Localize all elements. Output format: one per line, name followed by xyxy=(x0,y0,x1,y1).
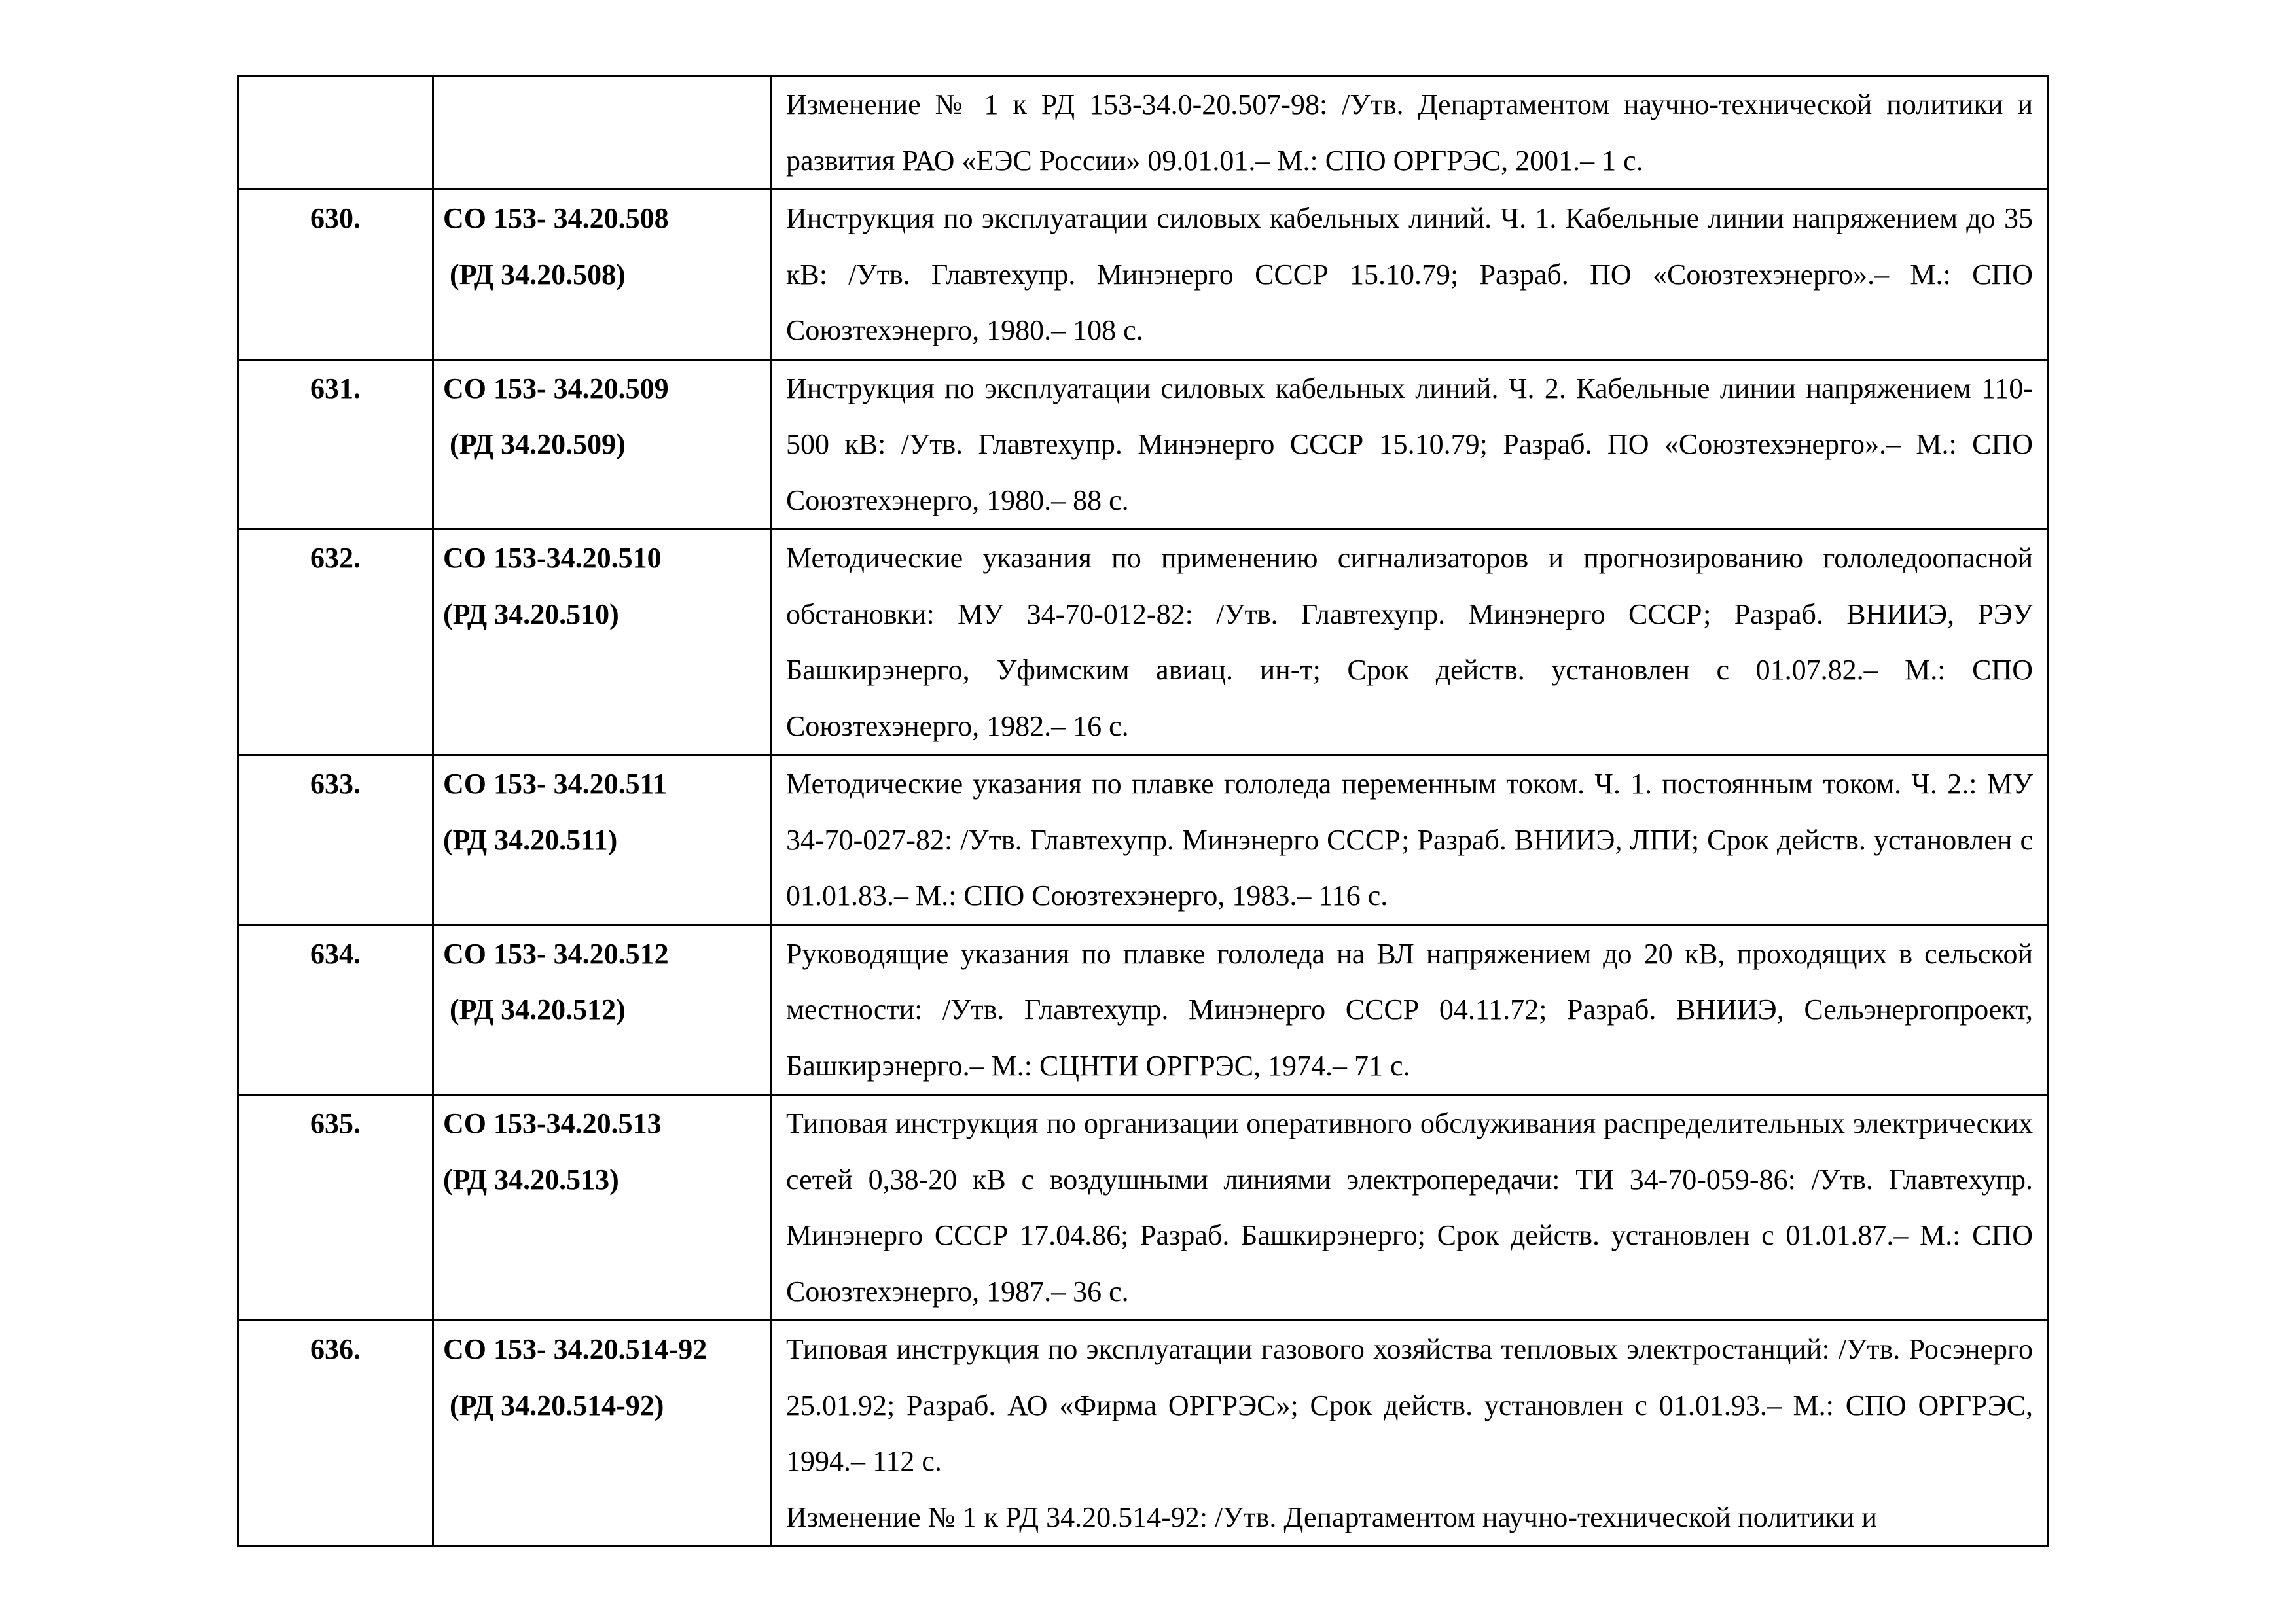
document-alt-code: (РД 34.20.509) xyxy=(450,428,626,460)
normative-documents-table xyxy=(237,75,2049,1547)
document-code: СО 153- 34.20.512 xyxy=(443,937,669,970)
document-description xyxy=(771,190,2049,360)
document-description xyxy=(771,529,2049,755)
description-paragraph: Изменение № 1 к РД 153-34.0-20.507-98: /Утв. Департаментом научно-технической политики и развития РАО «ЕЭС России» 09.01.01.– М.: СПО ОРГРЭС, 2001.– 1 с. xyxy=(786,88,2033,177)
row-number xyxy=(238,76,433,190)
description-paragraph: Методические указания по плавке гололеда переменным током. Ч. 1. постоянным током. Ч. 2.: МУ 34-70-027-82: /Утв. Главтехупр. Минэнерго СССР; Разраб. ВНИИЭ, ЛПИ; Срок действ. установлен с 01.01.83.– М.: СПО Союзтехэнерго, 1983.– 116 с. xyxy=(786,768,2033,912)
document-alt-code: (РД 34.20.513) xyxy=(443,1163,619,1196)
document-description xyxy=(771,76,2049,190)
table-row xyxy=(238,925,2049,1095)
table-row xyxy=(238,190,2049,360)
description-paragraph: Методические указания по применению сигнализаторов и прогнозированию гололедоопасной обстановки: МУ 34-70-012-82: /Утв. Главтехупр. Минэнерго СССР; Разраб. ВНИИЭ, РЭУ Башкирэнерго, Уфимским авиац. ин-т; Срок действ. установлен с 01.07.82.– М.: СПО Союзтехэнерго, 1982.– 16 с. xyxy=(786,542,2033,742)
row-number: 633. xyxy=(238,755,433,925)
table-row xyxy=(238,529,2049,755)
document-code: СО 153- 34.20.509 xyxy=(443,372,669,404)
document-description xyxy=(771,1095,2049,1321)
document-alt-code: (РД 34.20.508) xyxy=(450,258,626,291)
document-code: СО 153- 34.20.511 xyxy=(443,768,668,800)
document-alt-code: (РД 34.20.512) xyxy=(450,993,626,1026)
document-code: СО 153-34.20.510 xyxy=(443,542,662,574)
table-row xyxy=(238,76,2049,190)
document-description xyxy=(771,359,2049,529)
description-paragraph: Изменение № 1 к РД 34.20.514-92: /Утв. Департаментом научно-технической политики и xyxy=(786,1501,1877,1533)
table-row xyxy=(238,755,2049,925)
row-number: 635. xyxy=(238,1095,433,1321)
description-paragraph: Инструкция по эксплуатации силовых кабельных линий. Ч. 2. Кабельные линии напряжением 110-500 кВ: /Утв. Главтехупр. Минэнерго СССР 15.10.79; Разраб. ПО «Союзтехэнерго».– М.: СПО Союзтехэнерго, 1980.– 88 с. xyxy=(786,372,2033,516)
document-code-cell xyxy=(433,190,771,360)
document-code-cell xyxy=(433,529,771,755)
row-number: 631. xyxy=(238,359,433,529)
document-description xyxy=(771,925,2049,1095)
row-number: 630. xyxy=(238,190,433,360)
document-alt-code: (РД 34.20.514-92) xyxy=(450,1389,664,1421)
document-alt-code: (РД 34.20.510) xyxy=(443,597,619,630)
table-row xyxy=(238,1095,2049,1321)
document-code-cell xyxy=(433,1321,771,1546)
document-code-cell xyxy=(433,359,771,529)
document-description xyxy=(771,1321,2049,1546)
document-code-cell xyxy=(433,76,771,190)
description-paragraph: Руководящие указания по плавке гололеда на ВЛ напряжением до 20 кВ, проходящих в сельской местности: /Утв. Главтехупр. Минэнерго СССР 04.11.72; Разраб. ВНИИЭ, Сельэнергопроект, Башкирэнерго.– М.: СЦНТИ ОРГРЭС, 1974.– 71 с. xyxy=(786,937,2033,1082)
table-row xyxy=(238,1321,2049,1546)
document-description xyxy=(771,755,2049,925)
description-paragraph: Типовая инструкция по эксплуатации газового хозяйства тепловых электростанций: /Утв. Росэнерго 25.01.92; Разраб. АО «Фирма ОРГРЭС»; Срок действ. установлен с 01.01.93.– М.: СПО ОРГРЭС, 1994.– 112 с. xyxy=(786,1333,2033,1477)
document-alt-code: (РД 34.20.511) xyxy=(443,823,618,856)
description-paragraph: Инструкция по эксплуатации силовых кабельных линий. Ч. 1. Кабельные линии напряжением до 35 кВ: /Утв. Главтехупр. Минэнерго СССР 15.10.79; Разраб. ПО «Союзтехэнерго».– М.: СПО Союзтехэнерго, 1980.– 108 с. xyxy=(786,202,2033,346)
row-number: 634. xyxy=(238,925,433,1095)
document-code: СО 153- 34.20.508 xyxy=(443,202,669,234)
document-code: СО 153- 34.20.514-92 xyxy=(443,1333,708,1365)
document-code-cell xyxy=(433,925,771,1095)
document-code-cell xyxy=(433,1095,771,1321)
row-number: 636. xyxy=(238,1321,433,1546)
document-code: СО 153-34.20.513 xyxy=(443,1107,662,1139)
description-paragraph: Типовая инструкция по организации оперативного обслуживания распределительных электрических сетей 0,38-20 кВ с воздушными линиями электропередачи: ТИ 34-70-059-86: /Утв. Главтехупр. Минэнерго СССР 17.04.86; Разраб. Башкирэнерго; Срок действ. установлен с 01.01.87.– М.: СПО Союзтехэнерго, 1987.– 36 с. xyxy=(786,1107,2033,1308)
document-code-cell xyxy=(433,755,771,925)
row-number: 632. xyxy=(238,529,433,755)
table-row xyxy=(238,359,2049,529)
